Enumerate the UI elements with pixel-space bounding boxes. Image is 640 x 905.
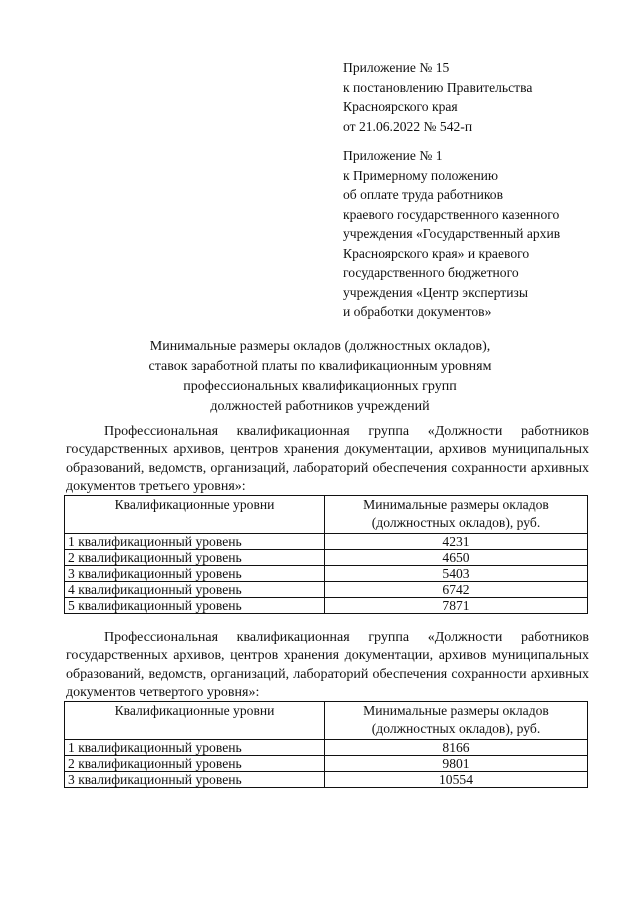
level-cell: 5 квалификационный уровень xyxy=(65,598,325,614)
appendix-1-line: государственного бюджетного xyxy=(343,265,519,280)
title-line: профессиональных квалификационных групп xyxy=(183,379,457,394)
level-cell: 3 квалификационный уровень xyxy=(65,772,325,788)
level-cell: 4 квалификационный уровень xyxy=(65,582,325,598)
table-header-row xyxy=(65,702,588,740)
group-1-description: Профессиональная квалификационная группа «Должности работников государственных архивов, центров хранения документации, архивов муниципальных образований, ведомств, организаций, лабораторий обеспечения сохранности архивных документов третьего уровня»: xyxy=(66,424,589,494)
title-line: должностей работников учреждений xyxy=(210,399,430,414)
appendix-15-line: к постановлению Правительства xyxy=(343,79,533,95)
column-header-levels: Квалификационные уровни xyxy=(65,702,325,740)
appendix-1-header xyxy=(343,146,633,322)
title-line: ставок заработной платы по квалификационным уровням xyxy=(148,359,492,374)
salary-cell: 6742 xyxy=(325,582,588,598)
appendix-15-line: Красноярского края xyxy=(343,99,458,114)
salary-cell: 4231 xyxy=(325,534,588,550)
appendix-15-header xyxy=(343,58,633,136)
table-row xyxy=(65,740,588,756)
appendix-1-line: Приложение № 1 xyxy=(343,148,443,163)
salary-cell: 7871 xyxy=(325,598,588,614)
salary-cell: 9801 xyxy=(325,756,588,772)
salary-cell: 10554 xyxy=(325,772,588,788)
table-row xyxy=(65,550,588,566)
level-cell: 2 квалификационный уровень xyxy=(65,550,325,566)
appendix-1-line: учреждения «Государственный архив xyxy=(343,226,561,241)
title-line: Минимальные размеры окладов (должностных окладов), xyxy=(149,339,491,354)
table-row xyxy=(65,598,588,614)
level-cell: 2 квалификационный уровень xyxy=(65,756,325,772)
appendix-15-line: Приложение № 15 xyxy=(343,60,450,75)
table-row xyxy=(65,534,588,550)
table-row xyxy=(65,772,588,788)
level-cell: 1 квалификационный уровень xyxy=(65,534,325,550)
column-header-salary: Минимальные размеры окладов (должностных окладов), руб. xyxy=(325,702,588,740)
document-title xyxy=(60,337,580,417)
group-2-description: Профессиональная квалификационная группа «Должности работников государственных архивов, центров хранения документации, архивов муниципальных образований, ведомств, организаций, лабораторий обеспечения сохранности архивных документов четвертого уровня»: xyxy=(66,630,589,700)
level-cell: 1 квалификационный уровень xyxy=(65,740,325,756)
salary-cell: 4650 xyxy=(325,550,588,566)
appendix-1-line: к Примерному положению xyxy=(343,167,499,183)
table-row xyxy=(65,756,588,772)
appendix-1-line: учреждения «Центр экспертизы xyxy=(343,284,529,300)
appendix-1-line: Красноярского края» и краевого xyxy=(343,245,530,261)
appendix-1-line: об оплате труда работников xyxy=(343,187,504,202)
table-row xyxy=(65,566,588,582)
salary-cell: 8166 xyxy=(325,740,588,756)
column-header-levels: Квалификационные уровни xyxy=(65,496,325,534)
table-row xyxy=(65,582,588,598)
salary-table-2 xyxy=(64,701,588,788)
salary-table-1 xyxy=(64,495,588,614)
table-header-row xyxy=(65,496,588,534)
column-header-salary: Минимальные размеры окладов (должностных окладов), руб. xyxy=(325,496,588,534)
salary-cell: 5403 xyxy=(325,566,588,582)
appendix-1-line: и обработки документов» xyxy=(343,304,492,319)
level-cell: 3 квалификационный уровень xyxy=(65,566,325,582)
appendix-1-line: краевого государственного казенного xyxy=(343,206,560,222)
appendix-15-line: от 21.06.2022 № 542-п xyxy=(343,118,473,134)
